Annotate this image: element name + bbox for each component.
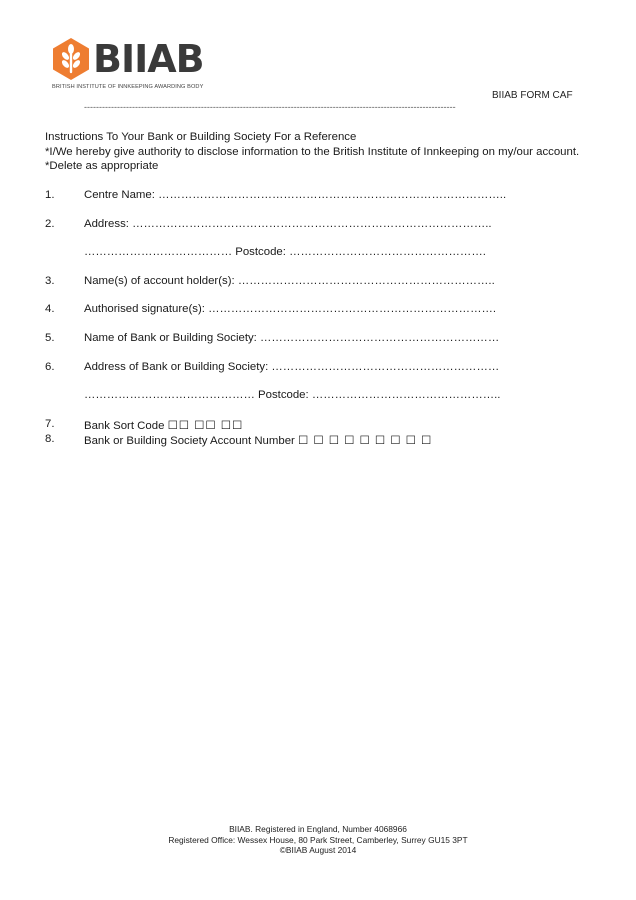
item-number: 6. [45, 361, 55, 373]
item-number: 2. [45, 218, 55, 230]
item-number: 8. [45, 433, 55, 445]
item-number: 4. [45, 303, 55, 315]
bank-postcode-field[interactable]: ……………………………………… Postcode: ………………………………………….. [84, 389, 501, 401]
address-field[interactable]: Address: ………………………………………………………………………………….. [84, 218, 492, 230]
footer-copyright: ©BIIAB August 2014 [279, 845, 357, 855]
delete-note: *Delete as appropriate [45, 160, 159, 172]
separator-line: ---------------------------------------------------------------------------------------------------------------------------- [84, 102, 456, 112]
item-number: 1. [45, 189, 55, 201]
item-number: 7. [45, 418, 55, 430]
authority-statement: *I/We hereby give authority to disclose information to the British Institute of Innkeeping on my/our account. [45, 145, 580, 158]
account-number-row [84, 433, 432, 447]
instructions-title: Instructions To Your Bank or Building Society For a Reference [45, 131, 357, 143]
item-number: 5. [45, 332, 55, 344]
footer-address: Registered Office: Wessex House, 80 Park Street, Camberley, Surrey GU15 3PT [168, 834, 468, 845]
centre-name-field[interactable]: Centre Name: ……………………………………………………………………………….. [84, 189, 507, 201]
wheat-leaf-icon [52, 38, 90, 80]
signature-field[interactable]: Authorised signature(s): …………………………………………………………………. [84, 303, 497, 315]
form-id: BIIAB FORM CAF [492, 90, 573, 101]
bank-address-field[interactable]: Address of Bank or Building Society: …………………………………………………… [84, 361, 500, 373]
bank-name-field[interactable]: Name of Bank or Building Society: ……………………………………………………… [84, 332, 500, 344]
sort-code-label: Bank Sort Code [84, 420, 165, 432]
account-number-label: Bank or Building Society Account Number [84, 435, 295, 447]
instructions-block [45, 130, 579, 174]
address-postcode-field[interactable]: ………………………………… Postcode: ……………………………………………. [84, 246, 486, 258]
footer [0, 824, 636, 856]
logo-subtitle: BRITISH INSTITUTE OF INNKEEPING AWARDING BODY [52, 84, 204, 90]
sort-code-row [84, 418, 243, 432]
footer-registration: BIIAB. Registered in England, Number 4068966 [229, 824, 407, 834]
account-holder-field[interactable]: Name(s) of account holder(s): ………………………………………………………….. [84, 275, 495, 287]
logo-wordmark: BIIAB [93, 37, 204, 81]
account-number-boxes[interactable]: ☐ ☐ ☐ ☐ ☐ ☐ ☐ ☐ ☐ [298, 435, 433, 447]
item-number: 3. [45, 275, 55, 287]
sort-code-boxes[interactable]: ☐☐ ☐☐ ☐☐ [167, 420, 244, 432]
